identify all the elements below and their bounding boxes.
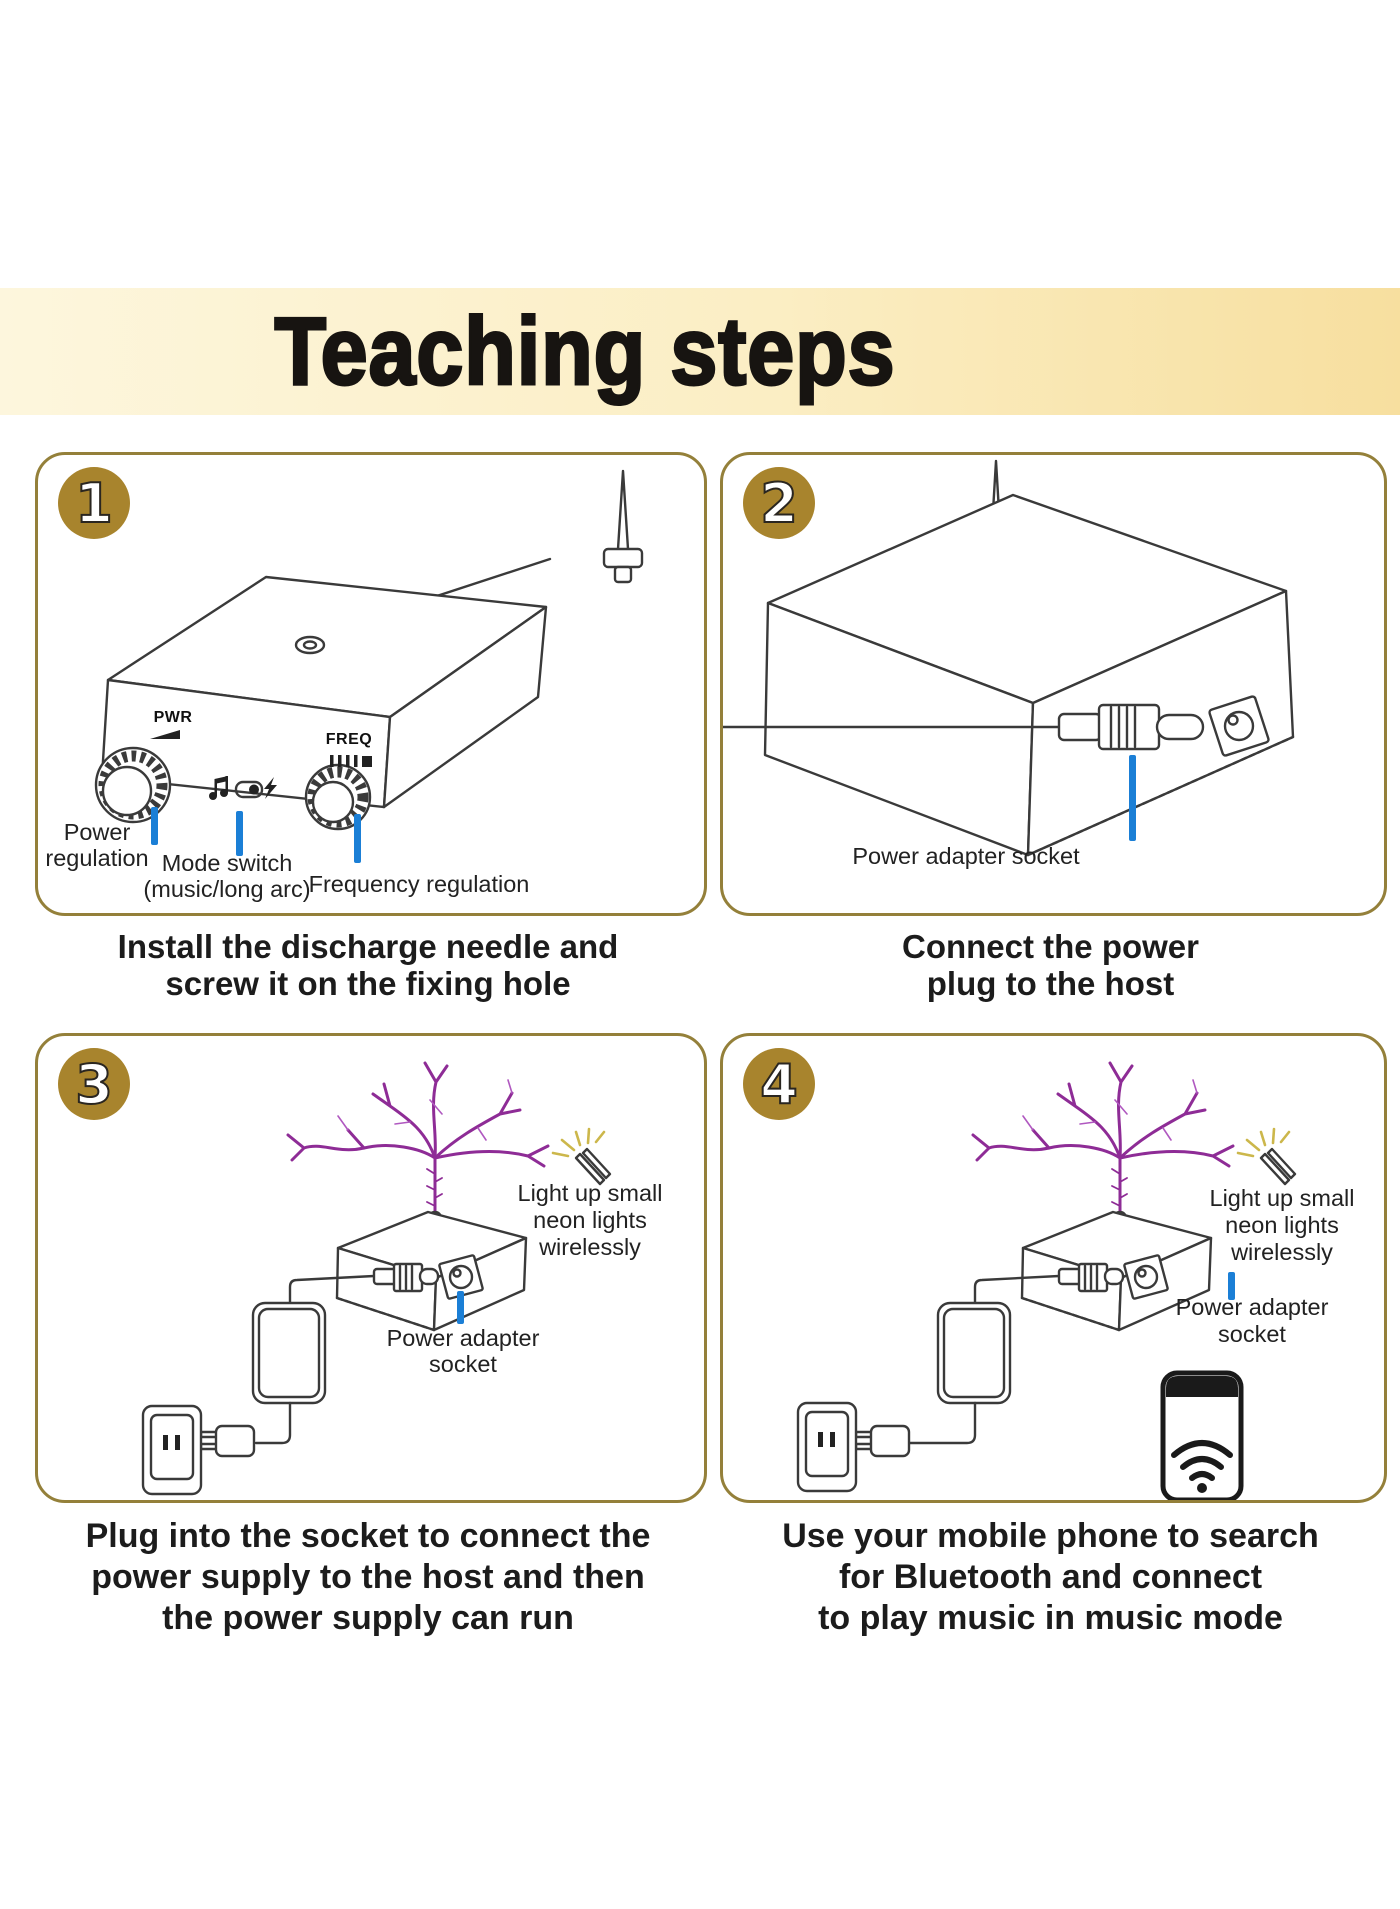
wall-socket-icon <box>143 1406 201 1494</box>
step-1-caption: Install the discharge needle and screw it on the fixing hole <box>117 928 619 1002</box>
neon-light-icon <box>1238 1129 1295 1184</box>
powered-coil-illustration <box>38 1036 704 1500</box>
host-box <box>765 495 1293 855</box>
step-number-badge: 1 <box>58 467 130 539</box>
step-1-panel <box>35 452 707 916</box>
pointer-adapter-socket <box>1129 755 1136 841</box>
bluetooth-mode-illustration <box>723 1036 1384 1500</box>
pointer-frequency <box>354 814 361 863</box>
wall-socket-icon <box>798 1403 856 1491</box>
step-number-badge: 2 <box>743 467 815 539</box>
wall-plug-icon <box>201 1426 254 1456</box>
step-4-caption: Use your mobile phone to search for Bluetooth and connect to play music in music mode <box>782 1517 1319 1637</box>
power-adapter-icon <box>909 1303 1010 1443</box>
power-adapter-socket-label: Power adapter socket <box>852 843 1080 869</box>
pointer-adapter-socket <box>457 1291 464 1324</box>
power-adapter-icon <box>253 1303 325 1443</box>
discharge-needle-icon <box>604 471 642 582</box>
frequency-regulation-label: Frequency regulation <box>308 871 530 897</box>
wall-plug-icon <box>856 1426 909 1456</box>
neon-light-icon <box>553 1129 610 1184</box>
step-3-caption: Plug into the socket to connect the power supply to the host and then the power supply can run <box>85 1517 651 1637</box>
step-3-panel <box>35 1033 707 1503</box>
neon-light-note: Light up small neon lights wirelessly <box>1209 1185 1355 1265</box>
step-4-panel <box>720 1033 1387 1503</box>
neon-light-note: Light up small neon lights wirelessly <box>517 1180 663 1260</box>
step-number-badge: 4 <box>743 1048 815 1120</box>
mode-switch-label: Mode switch (music/long arc) <box>143 850 311 902</box>
power-adapter-socket-label: Power adapter socket <box>1175 1294 1329 1347</box>
power-adapter-socket-icon <box>1124 1255 1168 1299</box>
power-knob <box>96 748 170 822</box>
step-2-caption: Connect the power plug to the host <box>901 928 1200 1002</box>
pwr-label: PWR <box>153 709 193 726</box>
power-regulation-label: Power regulation <box>45 819 149 871</box>
page-title: Teaching steps <box>274 297 896 405</box>
power-adapter-socket-label: Power adapter socket <box>386 1325 540 1377</box>
freq-label: FREQ <box>325 731 373 748</box>
step-number-badge: 3 <box>58 1048 130 1120</box>
step-2-panel <box>720 452 1387 916</box>
phone-icon <box>1163 1373 1241 1500</box>
